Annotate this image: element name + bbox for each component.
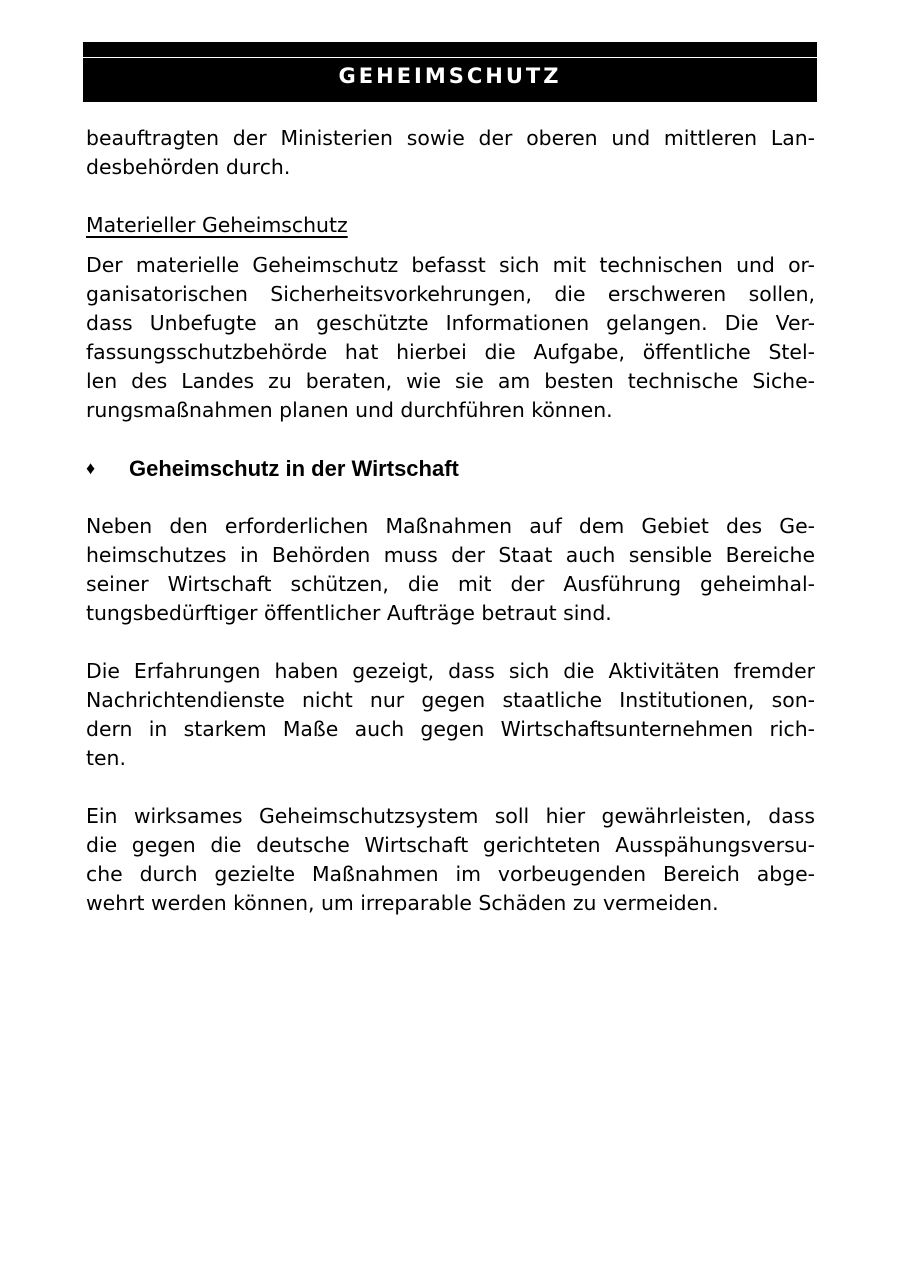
text-line: wehrt werden können, um irreparable Schäden zu vermeiden.: [86, 891, 719, 915]
text-line: Der materielle Geheimschutz befasst sich mit technischen und or-: [86, 253, 815, 277]
economy-paragraph-2: [86, 657, 815, 773]
text-line: che durch gezielte Maßnahmen im vorbeugenden Bereich abge-: [86, 862, 815, 886]
material-paragraph: [86, 251, 815, 425]
text-line: heimschutzes in Behörden muss der Staat auch sensible Bereiche: [86, 543, 815, 567]
text-line: desbehörden durch.: [86, 155, 291, 179]
diamond-bullet-icon: ♦: [86, 458, 96, 478]
text-line: dass Unbefugte an geschützte Informationen gelangen. Die Ver-: [86, 311, 815, 335]
text-line: die gegen die deutsche Wirtschaft gerichteten Ausspähungsversu-: [86, 833, 815, 857]
text-line: len des Landes zu beraten, wie sie am besten technische Siche-: [86, 369, 815, 393]
text-line: ten.: [86, 746, 126, 770]
header-divider-line: [83, 57, 817, 58]
economy-paragraph-3: [86, 802, 815, 918]
page-title: GEHEIMSCHUTZ: [338, 64, 562, 88]
text-line: fassungsschutzbehörde hat hierbei die Aufgabe, öffentliche Stel-: [86, 340, 815, 364]
text-line: seiner Wirtschaft schützen, die mit der Ausführung geheimhal-: [86, 572, 815, 596]
document-body: [86, 124, 815, 918]
section-heading-label: Geheimschutz in der Wirtschaft: [129, 456, 459, 481]
text-line: Die Erfahrungen haben gezeigt, dass sich die Aktivitäten fremder: [86, 659, 815, 683]
text-line: Ein wirksames Geheimschutzsystem soll hier gewährleisten, dass: [86, 804, 815, 828]
text-line: tungsbedürftiger öffentlicher Aufträge betraut sind.: [86, 601, 612, 625]
page-header-bar: [83, 42, 817, 102]
text-line: Neben den erforderlichen Maßnahmen auf dem Gebiet des Ge-: [86, 514, 815, 538]
section-heading-wirtschaft: [86, 454, 815, 483]
text-line: rungsmaßnahmen planen und durchführen können.: [86, 398, 613, 422]
text-line: beauftragten der Ministerien sowie der oberen und mittleren Lan-: [86, 126, 815, 150]
text-line: Nachrichtendienste nicht nur gegen staatliche Institutionen, son-: [86, 688, 815, 712]
subheading-materieller-geheimschutz: Materieller Geheimschutz: [86, 213, 348, 237]
intro-paragraph: [86, 124, 815, 182]
economy-paragraph-1: [86, 512, 815, 628]
text-line: ganisatorischen Sicherheitsvorkehrungen, die erschweren sollen,: [86, 282, 815, 306]
text-line: dern in starkem Maße auch gegen Wirtschaftsunternehmen rich-: [86, 717, 815, 741]
